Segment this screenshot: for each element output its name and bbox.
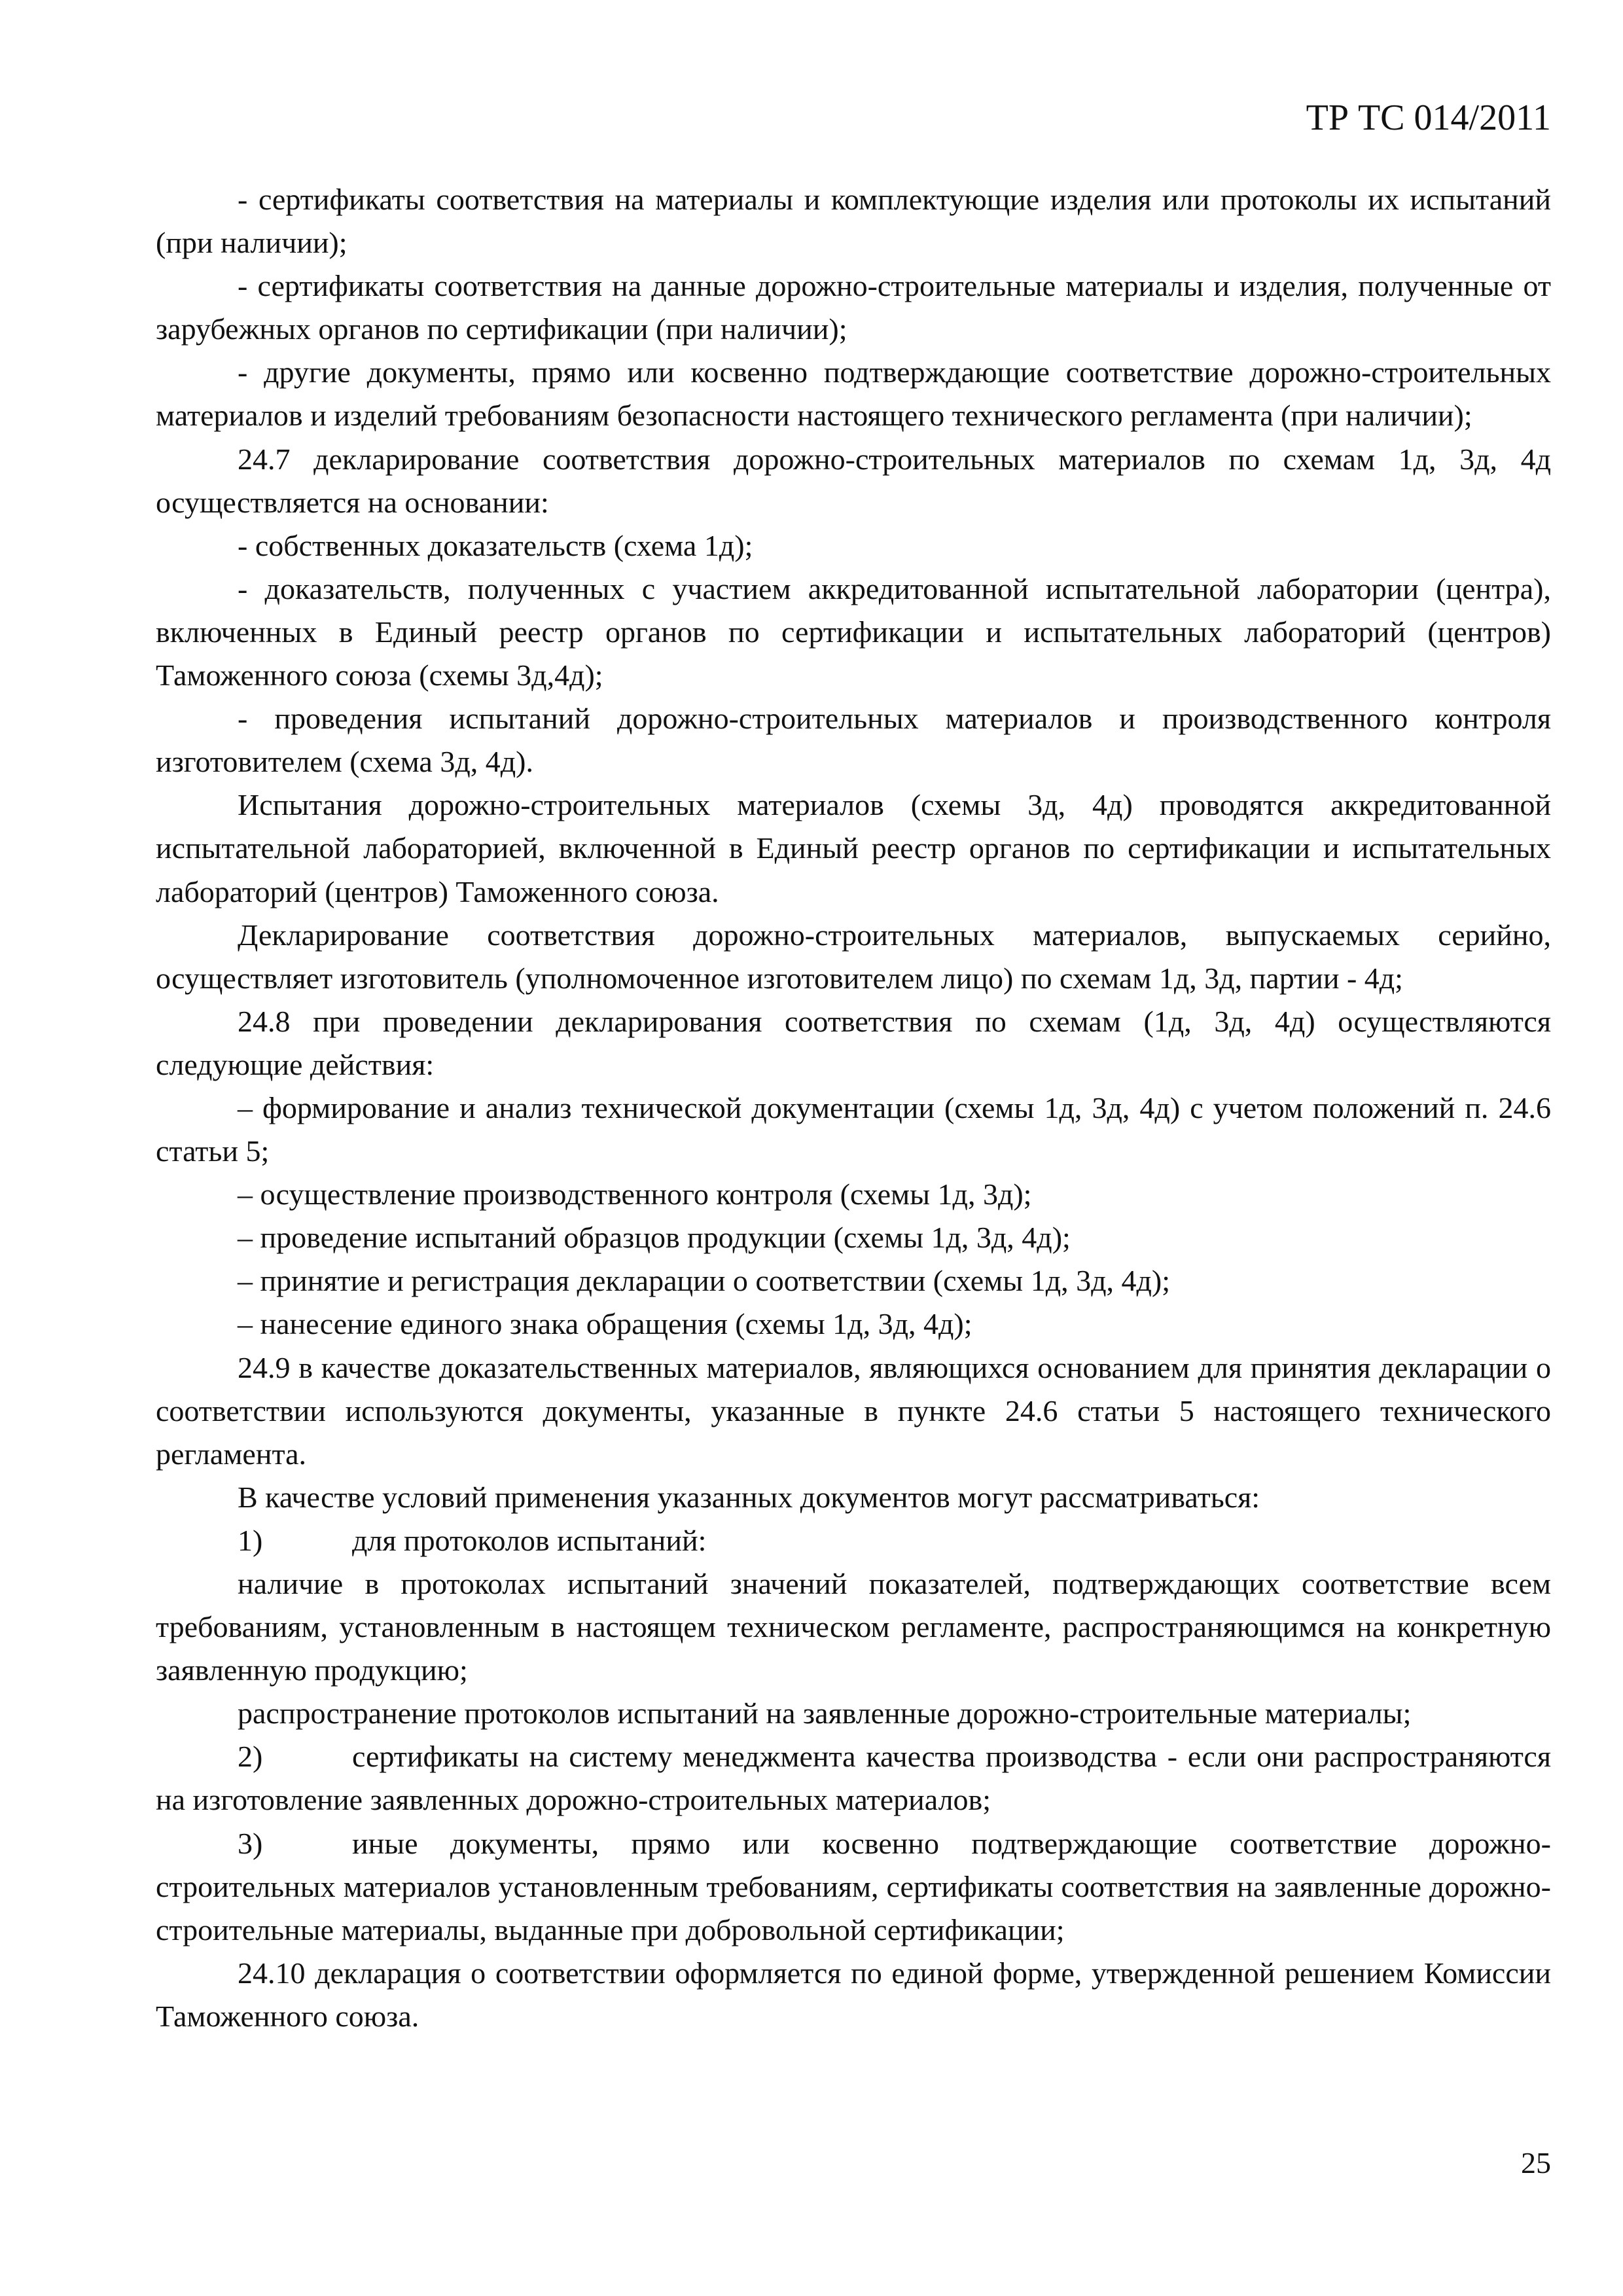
- page-number: 25: [1521, 2146, 1551, 2179]
- list-item-1: [156, 1519, 1551, 1562]
- list-item-2-text: сертификаты на систему менеджмента качества производства - если они распространяются на изготовление заявленных дорожно-строительных материалов;: [156, 1740, 1551, 1817]
- paragraph-conformity-mark: – нанесение единого знака обращения (схемы 1д, 3д, 4д);: [238, 1307, 972, 1341]
- paragraph-testing-control: - проведения испытаний дорожно-строительных материалов и производственного контроля изготовителем (схема 3д, 4д).: [156, 702, 1551, 779]
- paragraph-own-evidence: - собственных доказательств (схема 1д);: [238, 528, 753, 562]
- paragraph-test-scope: распространение протоколов испытаний на заявленные дорожно-строительные материалы;: [238, 1696, 1412, 1731]
- list-item-1-text: для протоколов испытаний:: [352, 1523, 707, 1557]
- list-item-3-number: 3): [238, 1826, 263, 1860]
- list-item-3-text: иные документы, прямо или косвенно подтверждающие соответствие дорожно-строительных материалов установленным требованиям, сертификаты соответствия на заявленные дорожно-строительные материалы, выданные при добровольной сертификации;: [156, 1826, 1551, 1946]
- paragraph-24-10: 24.10 декларация о соответствии оформляется по единой форме, утвержденной решением Комиссии Таможенного союза.: [156, 1956, 1551, 2033]
- paragraph-sample-testing: – проведение испытаний образцов продукции (схемы 1д, 3д, 4д);: [238, 1221, 1071, 1255]
- document-code-header: ТР ТС 014/2011: [1306, 98, 1551, 138]
- paragraph-accredited-evidence: - доказательств, полученных с участием аккредитованной испытательной лаборатории (центра), включенных в Единый реестр органов по сертификации и испытательных лабораторий (центров) Таможенного союза (схемы 3д,4д);: [156, 571, 1551, 692]
- list-item-1-number: 1): [238, 1523, 263, 1557]
- paragraph-conditions-intro: В качестве условий применения указанных документов могут рассматриваться:: [238, 1480, 1260, 1514]
- document-body: [156, 178, 1551, 2038]
- paragraph-test-values: наличие в протоколах испытаний значений показателей, подтверждающих соответствие всем требованиям, установленным в настоящем техническом регламенте, распространяющимся на конкретную заявленную продукцию;: [156, 1567, 1551, 1687]
- list-item-2-number: 2): [238, 1740, 263, 1774]
- list-item-3: [156, 1822, 1551, 1952]
- paragraph-documentation-analysis: – формирование и анализ технической документации (схемы 1д, 3д, 4д) с учетом положений п. 24.6 статьи 5;: [156, 1090, 1551, 1168]
- paragraph-certificates-foreign: - сертификаты соответствия на данные дорожно-строительные материалы и изделия, полученные от зарубежных органов по сертификации (при наличии);: [156, 269, 1551, 346]
- paragraph-24-9: 24.9 в качестве доказательственных материалов, являющихся основанием для принятия декларации о соответствии используются документы, указанные в пункте 24.6 статьи 5 настоящего технического регламента.: [156, 1350, 1551, 1471]
- paragraph-24-7: 24.7 декларирование соответствия дорожно-строительных материалов по схемам 1д, 3д, 4д осуществляется на основании:: [156, 442, 1551, 519]
- paragraph-serial-declaration: Декларирование соответствия дорожно-строительных материалов, выпускаемых серийно, осуществляет изготовитель (уполномоченное изготовителем лицо) по схемам 1д, 3д, партии - 4д;: [156, 918, 1551, 995]
- paragraph-certificates-materials: - сертификаты соответствия на материалы и комплектующие изделия или протоколы их испытаний (при наличии);: [156, 183, 1551, 260]
- paragraph-24-8: 24.8 при проведении декларирования соответствия по схемам (1д, 3д, 4д) осуществляются следующие действия:: [156, 1004, 1551, 1081]
- paragraph-production-control: – осуществление производственного контроля (схемы 1д, 3д);: [238, 1177, 1032, 1211]
- paragraph-declaration-registration: – принятие и регистрация декларации о соответствии (схемы 1д, 3д, 4д);: [238, 1264, 1171, 1298]
- paragraph-other-documents: - другие документы, прямо или косвенно подтверждающие соответствие дорожно-строительных материалов и изделий требованиям безопасности настоящего технического регламента (при наличии);: [156, 355, 1551, 433]
- list-item-2: [156, 1735, 1551, 1821]
- paragraph-testing-accredited-lab: Испытания дорожно-строительных материалов (схемы 3д, 4д) проводятся аккредитованной испытательной лабораторией, включенной в Единый реестр органов по сертификации и испытательных лабораторий (центров) Таможенного союза.: [156, 788, 1551, 908]
